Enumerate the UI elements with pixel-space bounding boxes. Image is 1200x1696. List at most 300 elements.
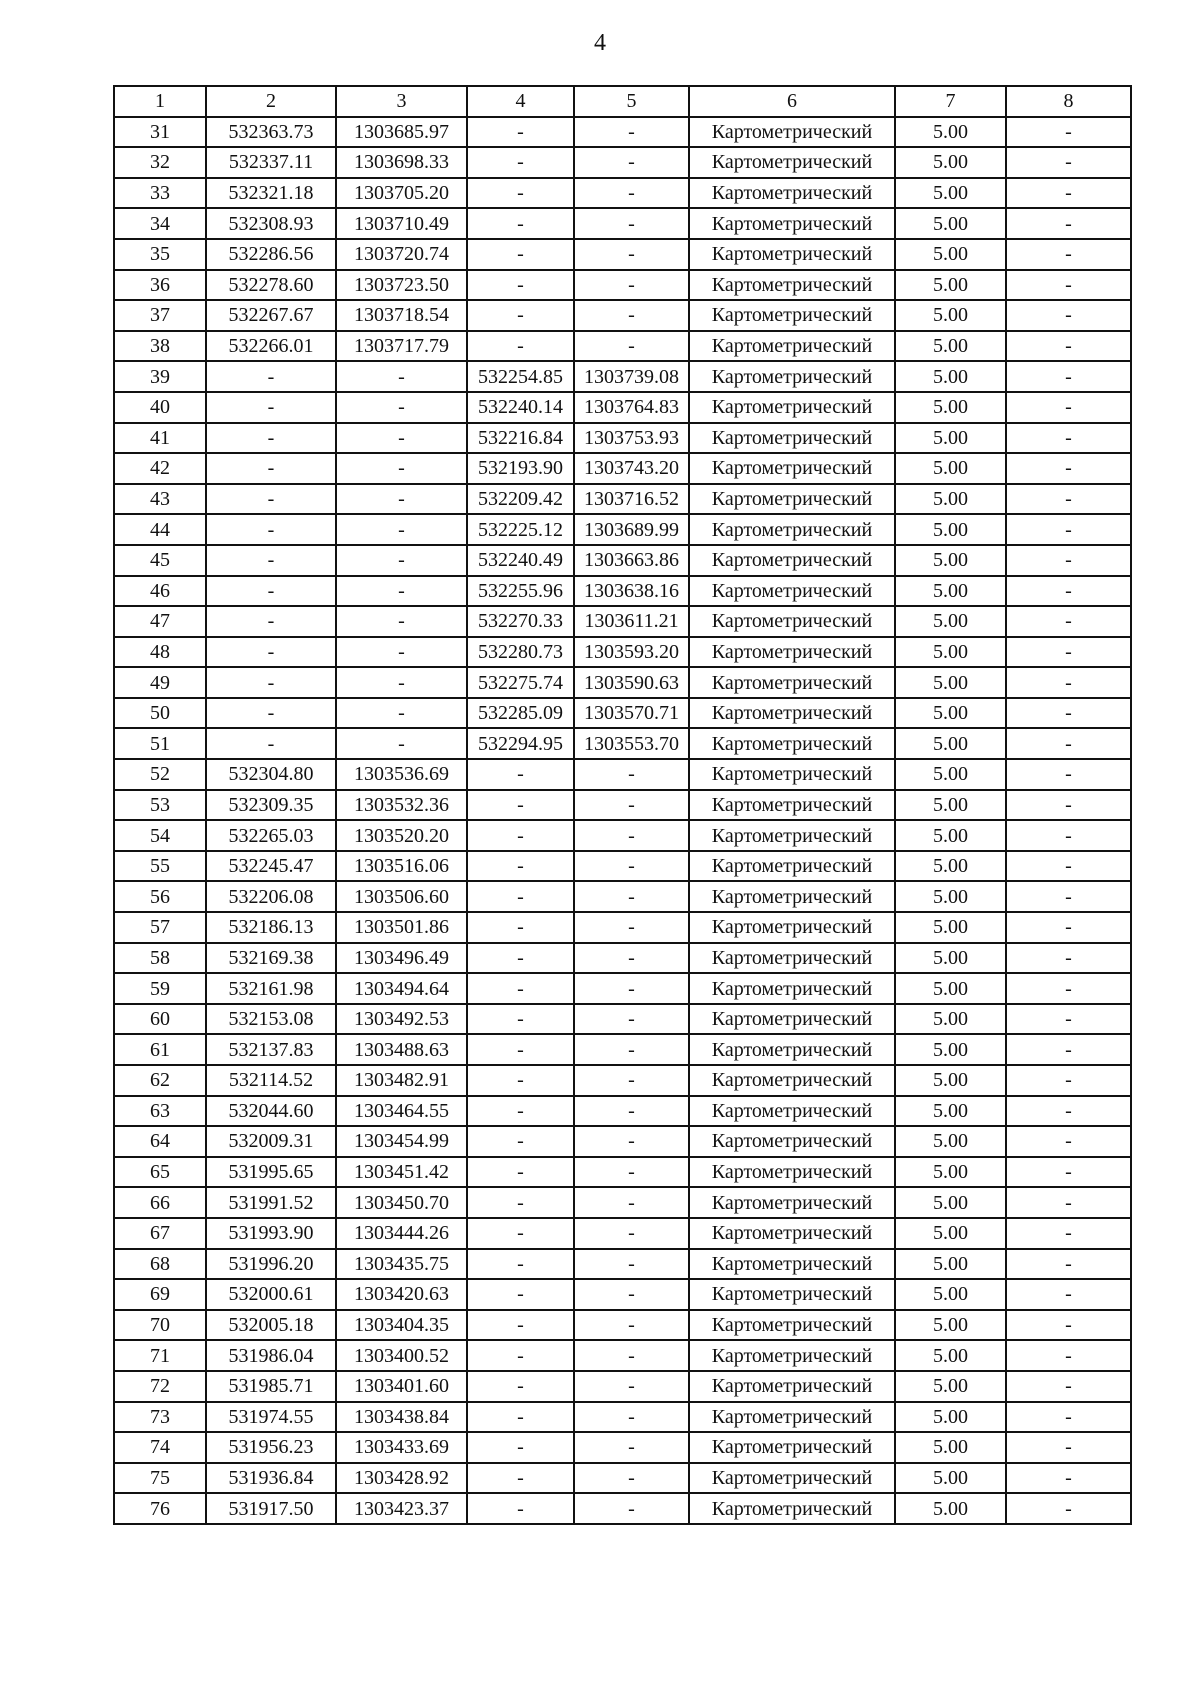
coordinates-table [113, 85, 1132, 1525]
table-cell-col-5: - [574, 1249, 689, 1280]
table-cell-col-8: - [1006, 1432, 1131, 1463]
table-cell-col-5: - [574, 1218, 689, 1249]
table-cell-col-5: - [574, 270, 689, 301]
table-cell-col-2: 532363.73 [206, 117, 336, 148]
table-row [114, 361, 1131, 392]
table-cell-col-2: - [206, 698, 336, 729]
table-cell-col-1: 39 [114, 361, 206, 392]
table-cell-col-7: 5.00 [895, 423, 1006, 454]
table-cell-col-3: 1303450.70 [336, 1187, 467, 1218]
table-cell-col-1: 58 [114, 943, 206, 974]
table-cell-col-3: - [336, 484, 467, 515]
table-cell-col-7: 5.00 [895, 331, 1006, 362]
table-cell-col-2: 531956.23 [206, 1432, 336, 1463]
table-cell-col-7: 5.00 [895, 1432, 1006, 1463]
table-cell-col-7: 5.00 [895, 790, 1006, 821]
table-cell-col-5: 1303611.21 [574, 606, 689, 637]
table-cell-col-1: 63 [114, 1096, 206, 1127]
table-cell-col-2: 532308.93 [206, 208, 336, 239]
table-cell-col-7: 5.00 [895, 361, 1006, 392]
table-cell-col-8: - [1006, 728, 1131, 759]
table-cell-col-2: - [206, 637, 336, 668]
table-cell-col-7: 5.00 [895, 239, 1006, 270]
table-cell-col-7: 5.00 [895, 1279, 1006, 1310]
table-body [114, 117, 1131, 1524]
column-header-7: 7 [895, 86, 1006, 117]
table-cell-col-2: 532278.60 [206, 270, 336, 301]
column-header-1: 1 [114, 86, 206, 117]
table-cell-col-5: - [574, 178, 689, 209]
table-cell-col-6: Картометрический [689, 1402, 895, 1433]
table-cell-col-2: 532114.52 [206, 1065, 336, 1096]
table-cell-col-6: Картометрический [689, 637, 895, 668]
table-cell-col-5: - [574, 1126, 689, 1157]
table-cell-col-4: - [467, 1463, 574, 1494]
table-cell-col-7: 5.00 [895, 484, 1006, 515]
table-cell-col-5: - [574, 1402, 689, 1433]
table-cell-col-7: 5.00 [895, 698, 1006, 729]
table-cell-col-2: 531995.65 [206, 1157, 336, 1188]
table-cell-col-6: Картометрический [689, 1340, 895, 1371]
table-cell-col-1: 67 [114, 1218, 206, 1249]
table-cell-col-2: 531993.90 [206, 1218, 336, 1249]
table-row [114, 1493, 1131, 1524]
table-cell-col-8: - [1006, 1402, 1131, 1433]
table-row [114, 1432, 1131, 1463]
table-cell-col-3: - [336, 545, 467, 576]
table-cell-col-3: 1303435.75 [336, 1249, 467, 1280]
table-cell-col-5: 1303663.86 [574, 545, 689, 576]
table-cell-col-3: 1303433.69 [336, 1432, 467, 1463]
table-row [114, 545, 1131, 576]
table-row [114, 1249, 1131, 1280]
table-cell-col-3: 1303720.74 [336, 239, 467, 270]
table-cell-col-2: 532169.38 [206, 943, 336, 974]
page-number: 4 [594, 30, 606, 56]
table-cell-col-1: 64 [114, 1126, 206, 1157]
table-cell-col-7: 5.00 [895, 1157, 1006, 1188]
table-cell-col-4: 532294.95 [467, 728, 574, 759]
table-cell-col-7: 5.00 [895, 1187, 1006, 1218]
table-cell-col-1: 73 [114, 1402, 206, 1433]
table-cell-col-1: 32 [114, 147, 206, 178]
table-cell-col-4: - [467, 973, 574, 1004]
table-cell-col-7: 5.00 [895, 453, 1006, 484]
table-cell-col-6: Картометрический [689, 147, 895, 178]
table-cell-col-4: - [467, 1402, 574, 1433]
table-cell-col-6: Картометрический [689, 545, 895, 576]
table-cell-col-8: - [1006, 576, 1131, 607]
table-cell-col-5: - [574, 943, 689, 974]
table-cell-col-6: Картометрический [689, 1065, 895, 1096]
table-cell-col-7: 5.00 [895, 514, 1006, 545]
table-cell-col-8: - [1006, 973, 1131, 1004]
table-cell-col-3: 1303400.52 [336, 1340, 467, 1371]
table-cell-col-4: 532280.73 [467, 637, 574, 668]
table-cell-col-8: - [1006, 820, 1131, 851]
table-cell-col-8: - [1006, 667, 1131, 698]
table-cell-col-8: - [1006, 1340, 1131, 1371]
table-row [114, 1126, 1131, 1157]
table-cell-col-2: - [206, 361, 336, 392]
table-row [114, 300, 1131, 331]
table-cell-col-3: 1303404.35 [336, 1310, 467, 1341]
table-cell-col-7: 5.00 [895, 637, 1006, 668]
table-cell-col-3: 1303520.20 [336, 820, 467, 851]
table-cell-col-4: - [467, 331, 574, 362]
table-cell-col-3: 1303482.91 [336, 1065, 467, 1096]
table-cell-col-6: Картометрический [689, 1249, 895, 1280]
table-cell-col-3: 1303444.26 [336, 1218, 467, 1249]
table-cell-col-6: Картометрический [689, 881, 895, 912]
table-cell-col-3: 1303494.64 [336, 973, 467, 1004]
table-row [114, 606, 1131, 637]
table-cell-col-3: 1303536.69 [336, 759, 467, 790]
table-cell-col-7: 5.00 [895, 943, 1006, 974]
table-row [114, 973, 1131, 1004]
table-cell-col-4: - [467, 270, 574, 301]
table-cell-col-1: 52 [114, 759, 206, 790]
table-cell-col-4: 532240.49 [467, 545, 574, 576]
table-cell-col-2: 532266.01 [206, 331, 336, 362]
table-row [114, 1034, 1131, 1065]
table-cell-col-5: 1303764.83 [574, 392, 689, 423]
table-cell-col-5: - [574, 1034, 689, 1065]
table-cell-col-5: - [574, 973, 689, 1004]
table-cell-col-7: 5.00 [895, 881, 1006, 912]
table-cell-col-7: 5.00 [895, 851, 1006, 882]
table-cell-col-4: - [467, 943, 574, 974]
table-cell-col-4: - [467, 178, 574, 209]
table-cell-col-6: Картометрический [689, 943, 895, 974]
table-cell-col-2: 532005.18 [206, 1310, 336, 1341]
table-row [114, 943, 1131, 974]
table-cell-col-2: - [206, 606, 336, 637]
table-cell-col-4: - [467, 117, 574, 148]
table-cell-col-2: - [206, 392, 336, 423]
table-row [114, 1402, 1131, 1433]
table-cell-col-6: Картометрический [689, 698, 895, 729]
table-cell-col-1: 44 [114, 514, 206, 545]
table-cell-col-2: 532286.56 [206, 239, 336, 270]
table-cell-col-4: - [467, 1034, 574, 1065]
table-cell-col-5: - [574, 239, 689, 270]
table-cell-col-2: 531974.55 [206, 1402, 336, 1433]
table-cell-col-8: - [1006, 1371, 1131, 1402]
table-cell-col-1: 35 [114, 239, 206, 270]
table-cell-col-8: - [1006, 270, 1131, 301]
table-cell-col-7: 5.00 [895, 912, 1006, 943]
table-row [114, 331, 1131, 362]
table-row [114, 208, 1131, 239]
table-row [114, 881, 1131, 912]
table-cell-col-3: 1303423.37 [336, 1493, 467, 1524]
table-cell-col-2: 532321.18 [206, 178, 336, 209]
table-cell-col-3: - [336, 453, 467, 484]
table-cell-col-3: - [336, 514, 467, 545]
table-cell-col-6: Картометрический [689, 117, 895, 148]
table-cell-col-8: - [1006, 147, 1131, 178]
table-cell-col-5: - [574, 1371, 689, 1402]
table-cell-col-7: 5.00 [895, 1218, 1006, 1249]
table-cell-col-8: - [1006, 790, 1131, 821]
table-cell-col-5: - [574, 300, 689, 331]
table-cell-col-2: 531917.50 [206, 1493, 336, 1524]
table-cell-col-7: 5.00 [895, 208, 1006, 239]
table-cell-col-6: Картометрический [689, 973, 895, 1004]
table-cell-col-3: 1303454.99 [336, 1126, 467, 1157]
table-cell-col-6: Картометрический [689, 851, 895, 882]
table-cell-col-8: - [1006, 1493, 1131, 1524]
table-cell-col-6: Картометрический [689, 1096, 895, 1127]
table-cell-col-4: 532240.14 [467, 392, 574, 423]
table-cell-col-8: - [1006, 1126, 1131, 1157]
table-cell-col-2: 532161.98 [206, 973, 336, 1004]
table-cell-col-7: 5.00 [895, 728, 1006, 759]
table-cell-col-5: 1303689.99 [574, 514, 689, 545]
table-cell-col-5: - [574, 1463, 689, 1494]
table-cell-col-1: 50 [114, 698, 206, 729]
table-cell-col-8: - [1006, 1249, 1131, 1280]
table-cell-col-8: - [1006, 392, 1131, 423]
table-cell-col-3: 1303705.20 [336, 178, 467, 209]
table-cell-col-7: 5.00 [895, 1249, 1006, 1280]
table-cell-col-8: - [1006, 637, 1131, 668]
table-cell-col-2: 532337.11 [206, 147, 336, 178]
table-cell-col-8: - [1006, 1004, 1131, 1035]
table-cell-col-6: Картометрический [689, 484, 895, 515]
table-cell-col-2: - [206, 484, 336, 515]
table-cell-col-4: - [467, 820, 574, 851]
table-cell-col-8: - [1006, 300, 1131, 331]
table-row [114, 698, 1131, 729]
table-cell-col-7: 5.00 [895, 117, 1006, 148]
table-cell-col-7: 5.00 [895, 545, 1006, 576]
table-cell-col-3: 1303717.79 [336, 331, 467, 362]
table-cell-col-4: 532285.09 [467, 698, 574, 729]
table-cell-col-8: - [1006, 1096, 1131, 1127]
table-cell-col-4: - [467, 239, 574, 270]
table-cell-col-1: 40 [114, 392, 206, 423]
table-cell-col-8: - [1006, 698, 1131, 729]
table-cell-col-2: 532265.03 [206, 820, 336, 851]
table-cell-col-1: 61 [114, 1034, 206, 1065]
table-cell-col-5: - [574, 759, 689, 790]
table-cell-col-8: - [1006, 943, 1131, 974]
table-cell-col-1: 31 [114, 117, 206, 148]
table-row [114, 1218, 1131, 1249]
table-cell-col-5: 1303553.70 [574, 728, 689, 759]
table-cell-col-5: - [574, 208, 689, 239]
table-cell-col-6: Картометрический [689, 270, 895, 301]
table-row [114, 484, 1131, 515]
table-cell-col-6: Картометрический [689, 208, 895, 239]
table-row [114, 820, 1131, 851]
table-cell-col-2: 531996.20 [206, 1249, 336, 1280]
table-cell-col-6: Картометрический [689, 178, 895, 209]
table-cell-col-4: - [467, 1218, 574, 1249]
table-cell-col-2: - [206, 423, 336, 454]
table-cell-col-6: Картометрический [689, 1218, 895, 1249]
table-cell-col-3: 1303488.63 [336, 1034, 467, 1065]
column-header-4: 4 [467, 86, 574, 117]
table-cell-col-1: 66 [114, 1187, 206, 1218]
table-cell-col-1: 53 [114, 790, 206, 821]
table-row [114, 851, 1131, 882]
table-cell-col-3: - [336, 423, 467, 454]
table-row [114, 576, 1131, 607]
table-cell-col-3: - [336, 361, 467, 392]
table-cell-col-4: 532254.85 [467, 361, 574, 392]
table-cell-col-3: 1303710.49 [336, 208, 467, 239]
table-cell-col-1: 72 [114, 1371, 206, 1402]
table-cell-col-7: 5.00 [895, 1463, 1006, 1494]
table-cell-col-2: 532309.35 [206, 790, 336, 821]
table-cell-col-4: 532209.42 [467, 484, 574, 515]
table-row [114, 1463, 1131, 1494]
table-cell-col-6: Картометрический [689, 1310, 895, 1341]
table-cell-col-2: 532206.08 [206, 881, 336, 912]
table-row [114, 759, 1131, 790]
table-row [114, 1371, 1131, 1402]
table-cell-col-5: - [574, 851, 689, 882]
table-cell-col-3: 1303401.60 [336, 1371, 467, 1402]
table-cell-col-5: 1303593.20 [574, 637, 689, 668]
table-cell-col-7: 5.00 [895, 759, 1006, 790]
table-cell-col-4: - [467, 1126, 574, 1157]
table-cell-col-8: - [1006, 423, 1131, 454]
table-cell-col-6: Картометрический [689, 423, 895, 454]
table-row [114, 728, 1131, 759]
table-cell-col-4: 532255.96 [467, 576, 574, 607]
table-cell-col-7: 5.00 [895, 606, 1006, 637]
table-cell-col-1: 45 [114, 545, 206, 576]
table-cell-col-7: 5.00 [895, 576, 1006, 607]
table-cell-col-2: - [206, 453, 336, 484]
table-cell-col-8: - [1006, 239, 1131, 270]
table-cell-col-8: - [1006, 545, 1131, 576]
column-header-3: 3 [336, 86, 467, 117]
table-row [114, 637, 1131, 668]
table-cell-col-3: 1303516.06 [336, 851, 467, 882]
table-cell-col-6: Картометрический [689, 1463, 895, 1494]
table-row [114, 392, 1131, 423]
table-cell-col-4: - [467, 1371, 574, 1402]
column-header-8: 8 [1006, 86, 1131, 117]
table-cell-col-6: Картометрический [689, 331, 895, 362]
table-cell-col-1: 34 [114, 208, 206, 239]
table-cell-col-2: 531991.52 [206, 1187, 336, 1218]
table-cell-col-3: 1303496.49 [336, 943, 467, 974]
table-cell-col-4: - [467, 147, 574, 178]
table-cell-col-6: Картометрический [689, 912, 895, 943]
table-cell-col-8: - [1006, 606, 1131, 637]
table-cell-col-6: Картометрический [689, 361, 895, 392]
table-cell-col-8: - [1006, 331, 1131, 362]
table-cell-col-3: 1303420.63 [336, 1279, 467, 1310]
table-cell-col-1: 68 [114, 1249, 206, 1280]
table-cell-col-4: 532225.12 [467, 514, 574, 545]
table-cell-col-6: Картометрический [689, 1432, 895, 1463]
table-cell-col-7: 5.00 [895, 1065, 1006, 1096]
table-cell-col-4: 532216.84 [467, 423, 574, 454]
table-cell-col-4: - [467, 1157, 574, 1188]
table-cell-col-8: - [1006, 1157, 1131, 1188]
table-row [114, 270, 1131, 301]
table-cell-col-3: 1303464.55 [336, 1096, 467, 1127]
table-cell-col-4: 532275.74 [467, 667, 574, 698]
table-cell-col-7: 5.00 [895, 1493, 1006, 1524]
table-cell-col-6: Картометрический [689, 239, 895, 270]
table-row [114, 178, 1131, 209]
table-cell-col-6: Картометрический [689, 1371, 895, 1402]
table-cell-col-8: - [1006, 208, 1131, 239]
table-row [114, 1065, 1131, 1096]
table-cell-col-8: - [1006, 1187, 1131, 1218]
column-header-2: 2 [206, 86, 336, 117]
table-cell-col-5: 1303570.71 [574, 698, 689, 729]
table-cell-col-7: 5.00 [895, 1096, 1006, 1127]
table-cell-col-8: - [1006, 1034, 1131, 1065]
table-cell-col-7: 5.00 [895, 1034, 1006, 1065]
table-cell-col-7: 5.00 [895, 300, 1006, 331]
table-cell-col-4: - [467, 1187, 574, 1218]
table-cell-col-3: 1303438.84 [336, 1402, 467, 1433]
table-cell-col-1: 69 [114, 1279, 206, 1310]
table-cell-col-4: - [467, 208, 574, 239]
table-cell-col-2: 532267.67 [206, 300, 336, 331]
table-cell-col-5: - [574, 147, 689, 178]
table-cell-col-5: 1303590.63 [574, 667, 689, 698]
table-cell-col-4: - [467, 1493, 574, 1524]
table-cell-col-5: - [574, 117, 689, 148]
table-cell-col-3: 1303506.60 [336, 881, 467, 912]
table-cell-col-5: - [574, 1157, 689, 1188]
table-cell-col-4: - [467, 851, 574, 882]
table-cell-col-7: 5.00 [895, 270, 1006, 301]
table-cell-col-8: - [1006, 361, 1131, 392]
table-cell-col-3: - [336, 606, 467, 637]
table-cell-col-3: 1303451.42 [336, 1157, 467, 1188]
table-cell-col-1: 48 [114, 637, 206, 668]
table-cell-col-6: Картометрический [689, 1187, 895, 1218]
table-row [114, 514, 1131, 545]
table-cell-col-3: - [336, 637, 467, 668]
table-cell-col-7: 5.00 [895, 973, 1006, 1004]
table-cell-col-1: 46 [114, 576, 206, 607]
table-cell-col-4: - [467, 1096, 574, 1127]
table-cell-col-6: Картометрический [689, 1004, 895, 1035]
table-row [114, 453, 1131, 484]
table-cell-col-6: Картометрический [689, 667, 895, 698]
table-cell-col-6: Картометрический [689, 300, 895, 331]
table-cell-col-5: - [574, 790, 689, 821]
table-cell-col-7: 5.00 [895, 1402, 1006, 1433]
table-cell-col-8: - [1006, 1279, 1131, 1310]
table-cell-col-3: - [336, 667, 467, 698]
table-cell-col-1: 47 [114, 606, 206, 637]
table-cell-col-4: - [467, 300, 574, 331]
table-cell-col-4: - [467, 1279, 574, 1310]
table-cell-col-1: 49 [114, 667, 206, 698]
table-cell-col-1: 59 [114, 973, 206, 1004]
table-cell-col-5: - [574, 331, 689, 362]
table-row [114, 1096, 1131, 1127]
table-cell-col-5: - [574, 1065, 689, 1096]
table-cell-col-3: 1303723.50 [336, 270, 467, 301]
table-cell-col-4: - [467, 881, 574, 912]
table-row [114, 1310, 1131, 1341]
